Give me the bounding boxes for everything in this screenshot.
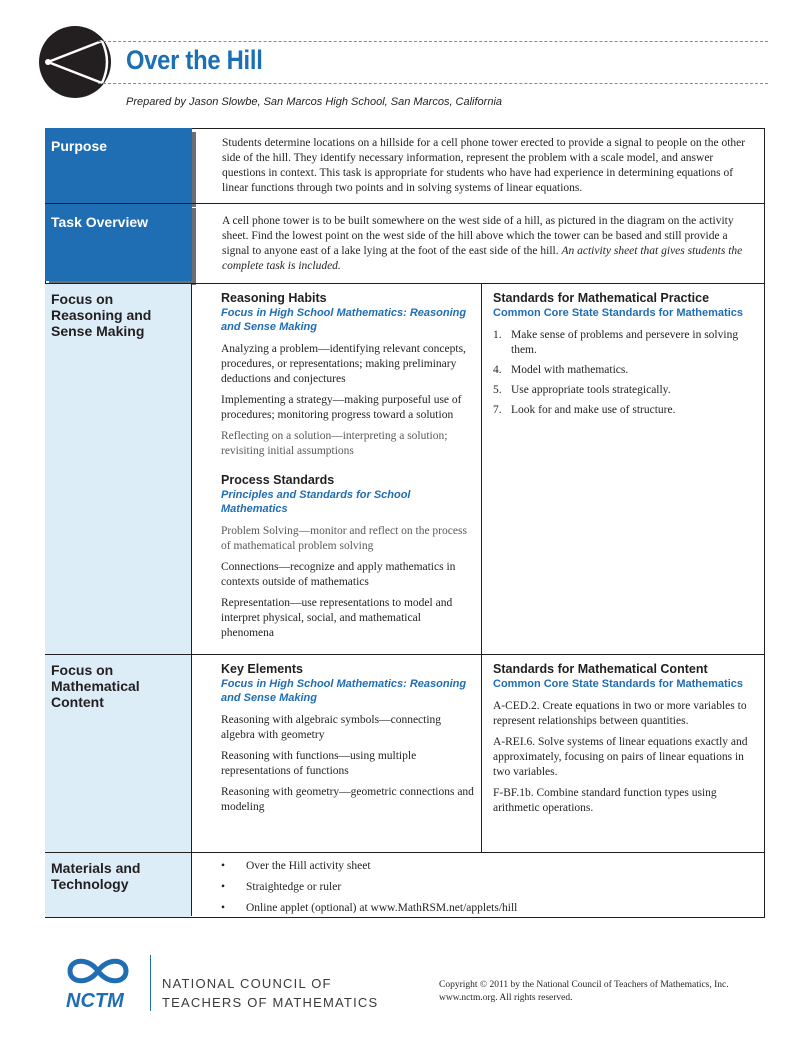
purpose-label: Purpose [51, 138, 108, 154]
prepared-by: Prepared by Jason Slowbe, San Marcos High School, San Marcos, California [126, 96, 503, 108]
task-overview-label: Task Overview [51, 214, 149, 230]
key-element-item: Reasoning with functions—using multiple representations of functions [221, 750, 417, 777]
task-overview-text [222, 214, 754, 274]
reasoning-habits-section [221, 291, 476, 641]
practice-standard-text: Use appropriate tools strategically. [511, 384, 671, 396]
process-standards-subtitle: Principles and Standards for School Mathematics [221, 489, 411, 515]
content-standard-item: F-BF.1b. Combine standard function types using arithmetic operations. [493, 787, 717, 814]
nctm-org-line2: TEACHERS OF MATHEMATICS [162, 995, 379, 1010]
practice-standard-item [493, 403, 755, 418]
materials-item-text: Online applet (optional) at www.MathRSM.net/applets/hill [246, 902, 518, 914]
content-standards-title: Standards for Mathematical Content [493, 662, 708, 676]
nctm-org-line1: NATIONAL COUNCIL OF [162, 976, 332, 991]
materials-item-text: Straightedge or ruler [246, 881, 342, 893]
practice-standard-number: 1. [493, 329, 502, 341]
materials-list [221, 859, 751, 922]
practice-standard-item [493, 383, 755, 398]
practice-standard-item [493, 328, 755, 358]
key-elements-section [221, 662, 476, 815]
practice-standard-number: 7. [493, 404, 502, 416]
column-divider [481, 283, 482, 853]
footer-separator [150, 955, 151, 1011]
process-standard-item: Problem Solving—monitor and reflect on the process of mathematical problem solving [221, 525, 467, 552]
practice-standard-item [493, 363, 755, 378]
copyright-line2: www.nctm.org. All rights reserved. [439, 993, 573, 1003]
task-overview-label-cell [45, 204, 192, 281]
reasoning-habits-subtitle: Focus in High School Mathematics: Reasoning and Sense Making [221, 307, 467, 333]
process-standard-item: Representation—use representations to model and interpret physical, social, and mathematical phenomena [221, 597, 453, 639]
practice-standard-text: Look for and make use of structure. [511, 404, 676, 416]
reasoning-habit-item: Analyzing a problem—identifying relevant concepts, procedures, or representations; making preliminary deductions and conjectures [221, 343, 466, 385]
nctm-logo-text: NCTM [66, 990, 124, 1012]
reasoning-habits-title: Reasoning Habits [221, 291, 327, 305]
copyright-line1: Copyright © 2011 by the National Council of Teachers of Mathematics, Inc. [439, 980, 729, 990]
page-title: Over the Hill [126, 45, 263, 75]
focus-content-label-cell [45, 655, 191, 852]
key-element-item: Reasoning with geometry—geometric connections and modeling [221, 786, 474, 813]
materials-label: Materials and Technology [51, 860, 141, 892]
nctm-org-name [162, 974, 378, 1012]
title-logo-icon [38, 25, 112, 99]
practice-standard-text: Model with mathematics. [511, 364, 629, 376]
materials-item [221, 880, 751, 895]
content-standards-section [493, 662, 755, 816]
practice-standards-title: Standards for Mathematical Practice [493, 291, 710, 305]
practice-standard-text: Make sense of problems and persevere in solving them. [511, 329, 739, 356]
process-standards-title: Process Standards [221, 473, 335, 487]
key-element-item: Reasoning with algebraic symbols—connecting algebra with geometry [221, 714, 442, 741]
materials-item-text: Over the Hill activity sheet [246, 860, 371, 872]
focus-content-label: Focus on Mathematical Content [51, 662, 140, 710]
task-overview-italic: An activity sheet that gives students the complete task is included. [222, 245, 743, 272]
key-elements-title: Key Elements [221, 662, 303, 676]
task-overview-main: A cell phone tower is to be built somewhere on the west side of a hill, as pictured in the diagram on the activity sheet. Find the lowest point on the west side of the hill above which the tower can be based and still provide a signal to anyone east of a lake lying at the foot of the east side of the hill. [222, 215, 734, 257]
content-standards-subtitle: Common Core State Standards for Mathematics [493, 678, 743, 690]
column-divider [191, 283, 192, 916]
bullet-icon: • [221, 881, 226, 893]
practice-standard-number: 4. [493, 364, 502, 376]
practice-standards-subtitle: Common Core State Standards for Mathematics [493, 307, 743, 319]
materials-item [221, 859, 751, 874]
materials-item [221, 901, 751, 916]
reasoning-habit-item: Reflecting on a solution—interpreting a solution; revisiting initial assumptions [221, 430, 448, 457]
copyright [439, 979, 729, 1005]
bullet-icon: • [221, 860, 226, 872]
focus-reasoning-label: Focus on Reasoning and Sense Making [51, 291, 152, 339]
infinity-icon [70, 961, 126, 981]
task-table [45, 128, 765, 918]
purpose-label-cell [45, 128, 192, 203]
content-standard-item: A-CED.2. Create equations in two or more variables to represent relationships between quantities. [493, 700, 747, 727]
reasoning-habit-item: Implementing a strategy—making purposeful use of procedures; monitoring progress toward a solution [221, 394, 462, 421]
purpose-text: Students determine locations on a hillside for a cell phone tower erected to provide a signal to people on the other side of the hill. They identify necessary information, represent the problem with a scale model, and answer questions in context. This task is appropriate for students who have had experience in determining equations of linear functions through two points and in solving systems of linear equations. [222, 137, 746, 194]
bullet-icon: • [221, 902, 226, 914]
header-dashed-line-top [98, 41, 768, 42]
content-standard-item: A-REI.6. Solve systems of linear equations exactly and approximately, focusing on pairs of linear equations in two variables. [493, 736, 748, 778]
process-standard-item: Connections—recognize and apply mathematics in contexts outside of mathematics [221, 561, 456, 588]
practice-standards-section [493, 291, 755, 418]
materials-label-cell [45, 853, 191, 917]
nctm-logo [62, 955, 134, 1013]
header-dashed-line-bottom [98, 83, 768, 84]
key-elements-subtitle: Focus in High School Mathematics: Reasoning and Sense Making [221, 678, 467, 704]
practice-standard-number: 5. [493, 384, 502, 396]
focus-reasoning-label-cell [45, 284, 191, 654]
